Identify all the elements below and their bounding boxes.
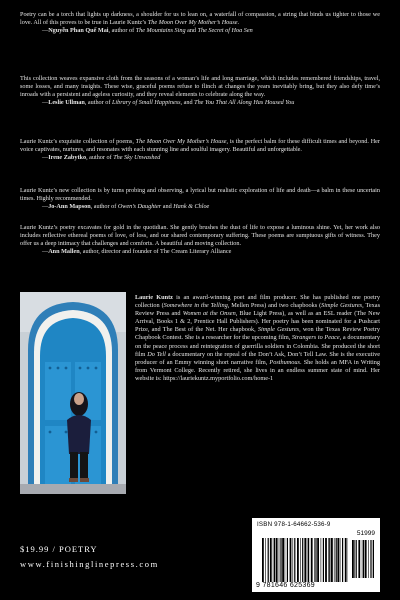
review-blurb: Laurie Kuntz’s new collection is by turns probing and observing, a lyrical but realistic exploration of life and death—a balm in these uncertain times. Highly recommended. —Jo-Ann Mapson, author of Owen’s Daughter and Hank & Chloe	[20, 187, 380, 210]
price-label: $19.99 / POETRY	[20, 544, 98, 554]
review-attribution: —Nguyễn Phan Quế Mai, author of The Mountains Sing and The Secret of Hoa Sen	[42, 27, 253, 34]
review-blurb: Poetry can be a torch that lights up darkness, a shoulder for us to lean on, a waterfall of compassion, a string that binds us tighter to those we love. All of this proves to be true in Laurie Kuntz’s The Moon Over My Mother’s House. —Nguyễn Phan Quế Mai, author of The Mountains Sing and The Secret of Hoa Sen	[20, 11, 380, 34]
review-attribution: —Jo-Ann Mapson, author of Owen’s Daughter and Hank & Chloe	[42, 203, 210, 210]
review-attribution: —Irene Zabytko, author of The Sky Unwashed	[42, 154, 161, 161]
review-attribution: —Leslie Ullman, author of Library of Small Happiness, and The You That All Along Has Housed You	[42, 99, 295, 106]
barcode-supplement-bars-icon	[352, 540, 374, 578]
isbn-label: ISBN 978-1-64662-536-9	[257, 521, 331, 528]
author-bio: Laurie Kuntz is an award-winning poet and film producer. She has published one poetry collection (Somewhere in the Telling, Mellen Press) and two chapbooks (Simple Gestures, Texas Review Press and Women at the Onsen, Blue Light Press), as well as an ESL reader (The New Arrival, Books 1 & 2, Prentice Hall Publishers). Her poetry has been nominated for a Pushcart Prize, and The Best of the Net. Her chapbook, Simple Gestures, won the Texas Review Poetry Chapbook Contest. She is a researcher for the upcoming film, Strangers to Peace, a documentary on the peace process and reintegration of guerrilla soldiers in Colombia. She produced the short film Do Tell a documentary on the repeal of the Don’t Ask, Don’t Tell Law. She is the executive producer of an Emmy winning short narrative film, Posthumous. She holds an MFA in Writing from Vermont College. Recently retired, she lives in an endless summer state of mind. Her website is: https://lauriekuntz.myportfolio.com/home-1	[135, 294, 381, 382]
review-blurb: Laurie Kuntz’s exquisite collection of poems, The Moon Over My Mother’s House, is the perfect balm for these difficult times and beyond. Her voice captivates, nurtures, and resonates with each stunning line and soulful imagery. Beautiful and unforgettable. —Irene Zabytko, author of The Sky Unwashed	[20, 138, 380, 161]
review-blurb: This collection weaves expansive cloth from the seasons of a woman’s life and long marriage, which includes remembered friendships, travel, some losses, and many insights. These wise, graceful poems refuse to flinch at changes the years inevitably bring, but they also defy time’s inroads with a persistent and ageless curiosity, and they reveal elements to celebrate along the way. —Leslie Ullman, author of Library of Small Happiness, and The You That All Along Has Housed You	[20, 75, 380, 106]
barcode-digits: 9 781646 625369	[256, 582, 315, 589]
price-code: 51999	[356, 530, 375, 537]
publisher-website: www.finishinglinepress.com	[20, 559, 159, 569]
author-photo	[20, 292, 126, 494]
barcode-bars-icon	[262, 538, 348, 582]
isbn-barcode	[252, 518, 380, 592]
review-blurb: Laurie Kuntz’s poetry excavates for gold in the quotidian. She gently brushes the dust of life to expose a luminous shine. Yet, her work also includes reflective ethereal poems of love, of loss, and our shared contemporary suffering. These poems are sumptuous gifts of witness. They offer us a deep intimacy that challenges and comforts. A beautiful and moving collection. —Ann Mallen, author, director and founder of The Cream Literary Alliance	[20, 224, 380, 255]
review-attribution: —Ann Mallen, author, director and founder of The Cream Literary Alliance	[42, 248, 232, 255]
